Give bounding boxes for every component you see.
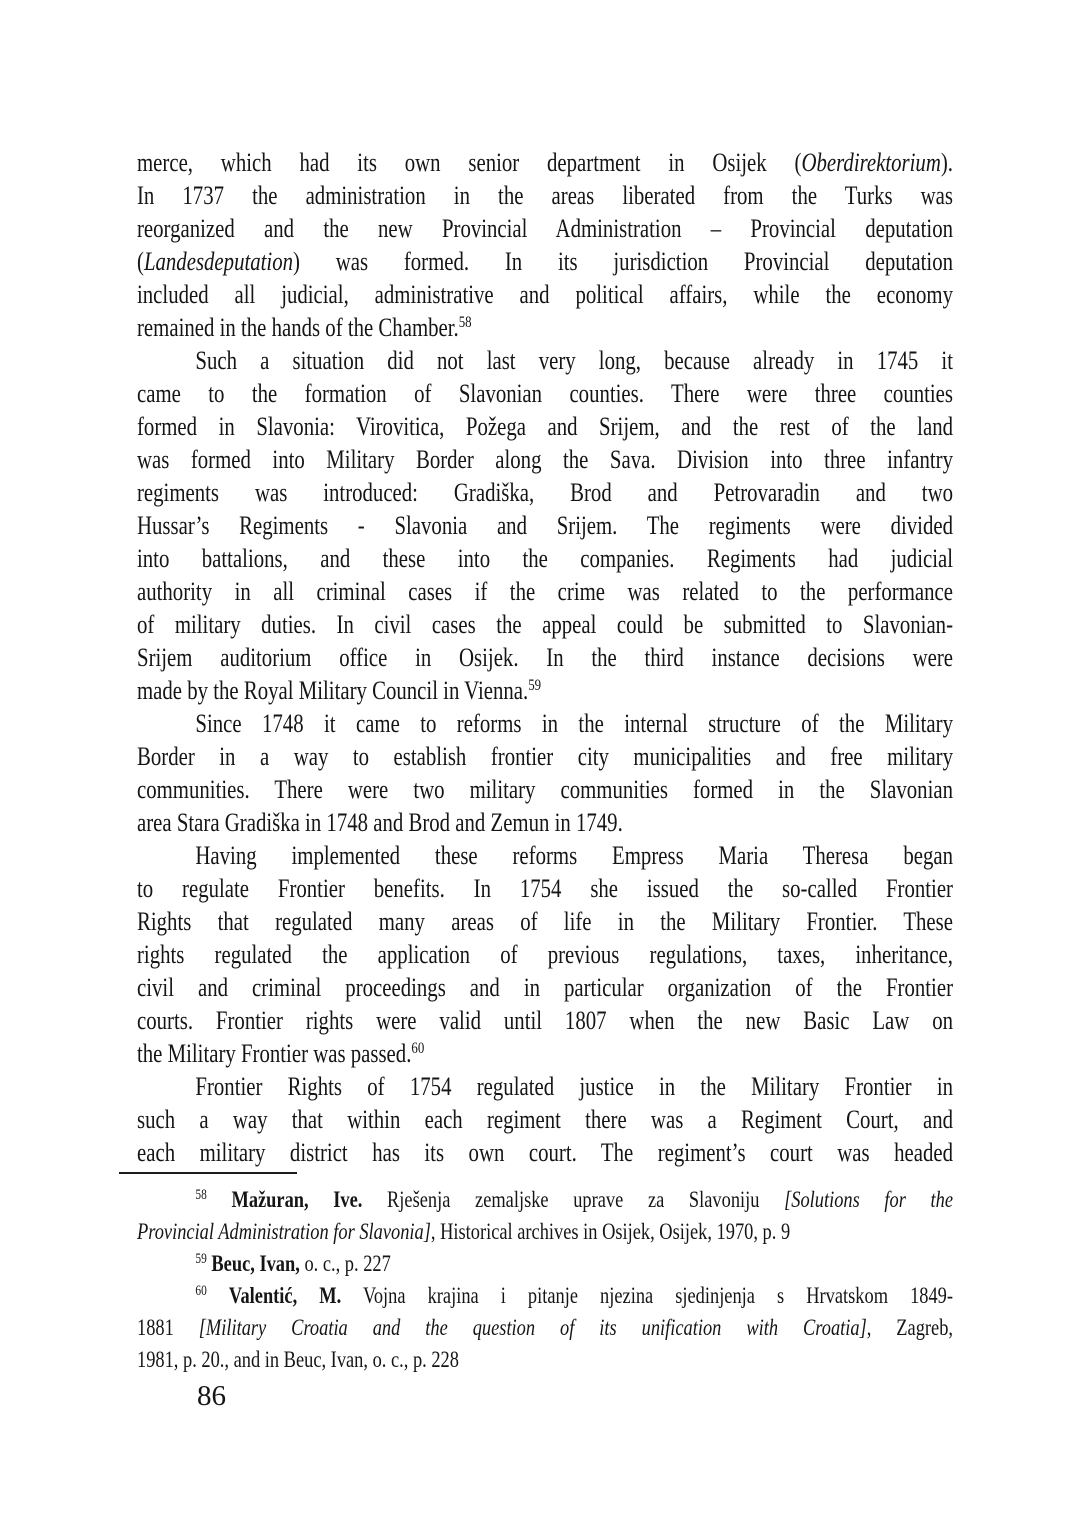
text-segment: (: [137, 247, 144, 276]
text-line: [137, 971, 953, 1004]
text-line: [137, 1248, 953, 1280]
footnote-separator: [119, 1172, 297, 1174]
text-segment: Having implemented these reforms Empress Maria Theresa began: [195, 841, 953, 870]
page-number: 86: [197, 1380, 226, 1412]
text-segment: Provincial Administration for Slavonia]: [137, 1219, 431, 1244]
text-segment: Srijem auditorium office in Osijek. In the third instance decisions were: [137, 643, 953, 672]
text-line: [137, 608, 953, 641]
text-segment: Beuc, Ivan,: [211, 1251, 300, 1276]
text-segment: , Historical archives in Osijek, Osijek, 1970, p. 9: [430, 1219, 791, 1244]
text-line: [137, 641, 953, 674]
body-text: [137, 146, 953, 1169]
text-segment: was formed into Military Border along the Sava. Division into three infantry: [137, 445, 953, 474]
text-segment: civil and criminal proceedings and in particular organization of the Frontier: [137, 973, 953, 1002]
text-segment: [Military Croatia and the question of its unification with Croatia]: [198, 1315, 867, 1340]
text-line: [137, 1136, 953, 1169]
text-segment: Mažuran, Ive.: [231, 1187, 363, 1212]
footnote-marker: 59: [195, 1251, 207, 1268]
text-segment: each military district has its own court. The regiment’s court was headed: [137, 1138, 953, 1167]
text-line: [137, 1037, 953, 1070]
text-segment: Rješenja zemaljske uprave za Slavoniju: [362, 1187, 785, 1212]
paragraph: [137, 146, 953, 344]
text-line: [137, 146, 953, 179]
text-segment: Vojna krajina i pitanje njezina sjedinjenja s Hrvatskom 1849-: [341, 1283, 953, 1308]
text-line: [137, 344, 953, 377]
paragraph: [137, 1070, 953, 1169]
text-segment: regiments was introduced: Gradiška, Brod and Petrovaradin and two: [137, 478, 953, 507]
text-segment: to regulate Frontier benefits. In 1754 she issued the so-called Frontier: [137, 874, 953, 903]
text-line: [137, 476, 953, 509]
text-segment: ) was formed. In its jurisdiction Provincial deputation: [293, 247, 953, 276]
text-segment: remained in the hands of the Chamber.: [137, 313, 459, 342]
text-line: [137, 674, 953, 707]
text-line: [137, 179, 953, 212]
text-line: [137, 1184, 953, 1216]
footnote-marker: 58: [195, 1187, 207, 1204]
text-line: [137, 443, 953, 476]
text-line: [137, 1312, 953, 1344]
text-line: [137, 542, 953, 575]
text-line: [137, 1004, 953, 1037]
paragraph: [137, 344, 953, 707]
text-segment: [207, 1283, 229, 1308]
footnotes: [137, 1184, 953, 1376]
text-segment: Since 1748 it came to reforms in the internal structure of the Military: [195, 709, 953, 738]
text-line: [137, 1103, 953, 1136]
text-segment: Hussar’s Regiments - Slavonia and Srijem. The regiments were divided: [137, 511, 953, 540]
text-segment: came to the formation of Slavonian counties. There were three counties: [137, 379, 953, 408]
text-line: [137, 212, 953, 245]
text-segment: Oberdirektorium: [801, 148, 941, 177]
text-segment: into battalions, and these into the companies. Regiments had judicial: [137, 544, 953, 573]
text-line: [137, 740, 953, 773]
text-line: [137, 1344, 953, 1376]
text-segment: made by the Royal Military Council in Vienna.: [137, 676, 529, 705]
footnote: [137, 1280, 953, 1376]
text-segment: such a way that within each regiment there was a Regiment Court, and: [137, 1105, 953, 1134]
footnote-marker: 59: [528, 677, 542, 695]
text-line: [137, 1280, 953, 1312]
text-line: [137, 509, 953, 542]
text-segment: Such a situation did not last very long, because already in 1745 it: [195, 346, 953, 375]
text-segment: 1981, p. 20., and in Beuc, Ivan, o. c., p. 228: [137, 1347, 459, 1372]
footnote: [137, 1184, 953, 1248]
text-segment: Frontier Rights of 1754 regulated justice in the Military Frontier in: [195, 1072, 953, 1101]
text-line: [137, 245, 953, 278]
text-segment: ).: [940, 148, 953, 177]
footnote-marker: 58: [458, 314, 472, 332]
text-segment: of military duties. In civil cases the appeal could be submitted to Slavonian-: [137, 610, 953, 639]
text-segment: merce, which had its own senior department in Osijek (: [137, 148, 802, 177]
paragraph: [137, 839, 953, 1070]
text-line: [137, 377, 953, 410]
text-segment: included all judicial, administrative and political affairs, while the economy: [137, 280, 953, 309]
text-line: [137, 410, 953, 443]
footnote: [137, 1248, 953, 1280]
text-line: [137, 839, 953, 872]
text-segment: courts. Frontier rights were valid until 1807 when the new Basic Law on: [137, 1006, 953, 1035]
text-segment: , Zagreb,: [866, 1315, 953, 1340]
paragraph: [137, 707, 953, 839]
text-segment: Rights that regulated many areas of life in the Military Frontier. These: [137, 907, 953, 936]
text-segment: rights regulated the application of previous regulations, taxes, inheritance,: [137, 940, 953, 969]
text-segment: Border in a way to establish frontier city municipalities and free military: [137, 742, 953, 771]
text-line: [137, 905, 953, 938]
text-line: [137, 1216, 953, 1248]
text-segment: the Military Frontier was passed.: [137, 1039, 412, 1068]
text-segment: area Stara Gradiška in 1748 and Brod and Zemun in 1749.: [137, 808, 623, 837]
footnote-marker: 60: [195, 1283, 207, 1300]
text-segment: 1881: [137, 1315, 199, 1340]
text-line: [137, 872, 953, 905]
text-segment: authority in all criminal cases if the crime was related to the performance: [137, 577, 953, 606]
text-line: [137, 938, 953, 971]
text-segment: In 1737 the administration in the areas liberated from the Turks was: [137, 181, 953, 210]
text-line: [137, 806, 953, 839]
text-line: [137, 278, 953, 311]
text-line: [137, 707, 953, 740]
text-segment: formed in Slavonia: Virovitica, Požega and Srijem, and the rest of the land: [137, 412, 953, 441]
text-segment: [Solutions for the: [784, 1187, 953, 1212]
text-segment: communities. There were two military communities formed in the Slavonian: [137, 775, 953, 804]
text-line: [137, 311, 953, 344]
text-segment: o. c., p. 227: [299, 1251, 391, 1276]
text-segment: reorganized and the new Provincial Administration – Provincial deputation: [137, 214, 953, 243]
text-segment: Landesdeputation: [143, 247, 294, 276]
text-line: [137, 1070, 953, 1103]
text-segment: [207, 1187, 232, 1212]
text-segment: Valentić, M.: [228, 1283, 342, 1308]
text-line: [137, 773, 953, 806]
text-line: [137, 575, 953, 608]
footnote-marker: 60: [411, 1040, 425, 1058]
